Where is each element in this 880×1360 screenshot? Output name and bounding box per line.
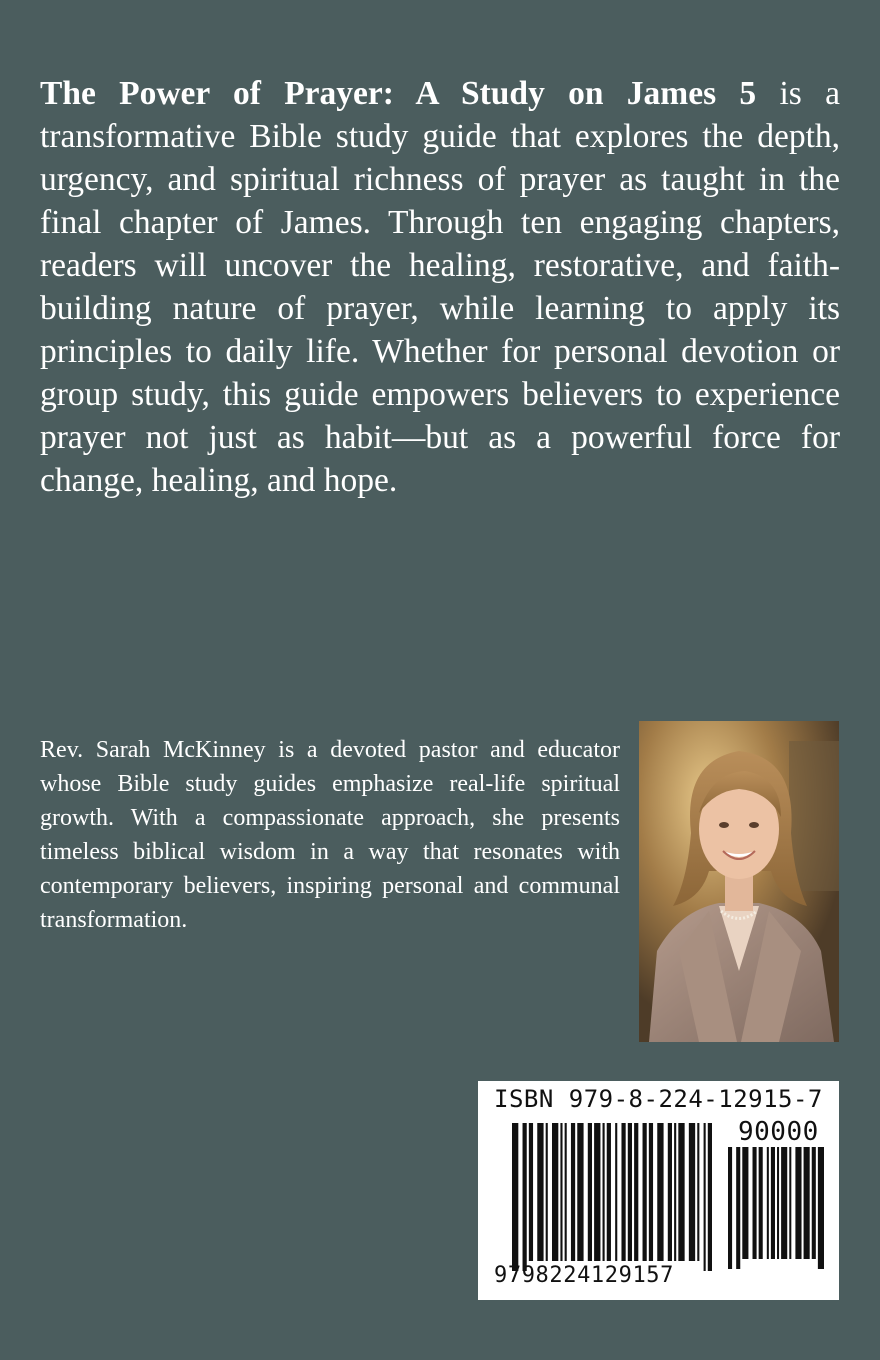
barcode-bar [728, 1147, 732, 1269]
barcode-bar [603, 1123, 605, 1261]
barcode-bar [546, 1123, 548, 1261]
barcode-bar [577, 1123, 583, 1261]
barcode-bar [615, 1123, 617, 1261]
price-addon-bars [728, 1147, 824, 1269]
barcode-bar [634, 1123, 638, 1261]
barcode-bar [771, 1147, 775, 1259]
barcode-bar [708, 1123, 712, 1271]
barcode-bar [804, 1147, 810, 1259]
barcode-bar [565, 1123, 567, 1261]
barcode-bar [777, 1147, 779, 1259]
author-photo [639, 721, 839, 1042]
barcode-bar [767, 1147, 769, 1259]
barcode-bar [552, 1123, 558, 1261]
barcode-bar [742, 1147, 748, 1259]
price-code: 90000 [738, 1117, 819, 1147]
barcode-bar [537, 1123, 543, 1261]
barcode-bar [812, 1147, 816, 1259]
barcode-bar [795, 1147, 801, 1259]
barcode-bar [753, 1147, 757, 1259]
barcode-bar [759, 1147, 763, 1259]
blurb-text: is a transformative Bible study guide that explores the depth, urgency, and spiritual richness of prayer as taught in the final chapter of James. Through ten engaging chapters, readers will uncover the healing, restorative, and faith-building nature of prayer, while learning to apply its principles to daily life. Whether for personal devotion or group study, this guide empowers believers to experience prayer not just as habit—but as a powerful force for change, healing, and hope. [40, 75, 840, 499]
back-cover-blurb [40, 72, 840, 502]
ean-digits: 9798224129157 [494, 1263, 674, 1288]
barcode-bar [818, 1147, 824, 1269]
ean13-bars [512, 1123, 712, 1271]
author-portrait [639, 721, 839, 1042]
barcode-bar [678, 1123, 684, 1261]
barcode-bar [704, 1123, 706, 1271]
barcode-bar [628, 1123, 632, 1261]
barcode-bar [594, 1123, 600, 1261]
book-title: The Power of Prayer: A Study on James 5 [40, 75, 757, 112]
barcode-bar [571, 1123, 575, 1261]
barcode-bar [674, 1123, 676, 1261]
isbn-barcode [478, 1081, 839, 1300]
barcode-bar [607, 1123, 611, 1261]
barcode-bar [621, 1123, 625, 1261]
barcode-bar [649, 1123, 653, 1261]
barcode-bar [588, 1123, 592, 1261]
barcode-bar [736, 1147, 740, 1269]
barcode-bar [789, 1147, 791, 1259]
barcode-bar [689, 1123, 695, 1261]
barcode-bar [657, 1123, 663, 1261]
barcode-bar [512, 1123, 518, 1271]
barcode-bar [697, 1123, 699, 1261]
barcode-bar [560, 1123, 562, 1261]
barcode-bar [523, 1123, 527, 1271]
barcode-bar [529, 1123, 533, 1261]
barcode-bar [781, 1147, 787, 1259]
barcode-bar [643, 1123, 647, 1261]
isbn-label: ISBN 979-8-224-12915-7 [494, 1085, 823, 1113]
barcode-bar [668, 1123, 672, 1261]
author-bio: Rev. Sarah McKinney is a devoted pastor and educator whose Bible study guides emphasize real-life spiritual growth. With a compassionate approach, she presents timeless biblical wisdom in a way that resonates with contemporary believers, inspiring personal and communal transformation. [40, 737, 620, 933]
